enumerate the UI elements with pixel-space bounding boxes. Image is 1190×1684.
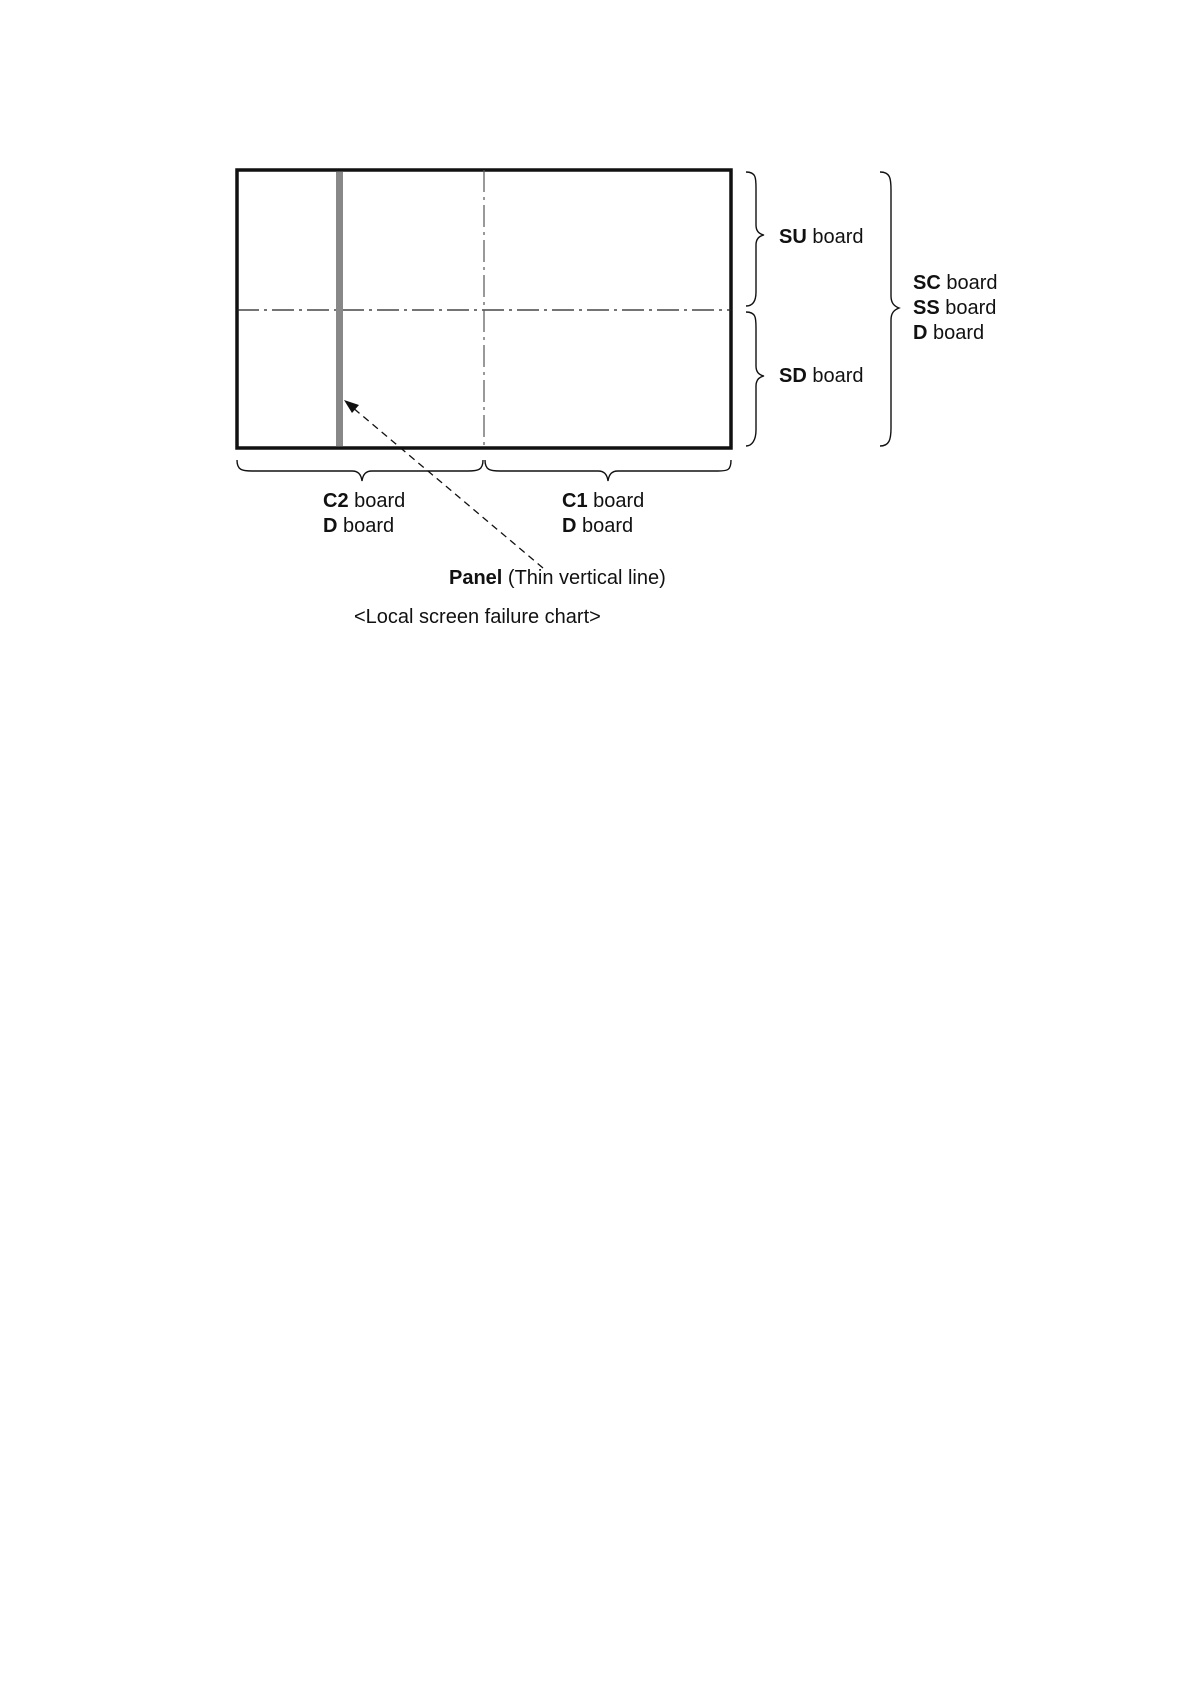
label-d-board-mid: D board [562,515,634,537]
figure-caption: <Local screen failure chart> [354,606,601,628]
su-brace [746,172,764,306]
label-c1-board: C1 board [562,490,645,512]
failure-vertical-line [336,172,343,446]
c1-brace [485,460,731,481]
sd-brace [746,312,764,446]
label-ss-board: SS board [913,297,997,319]
label-d-board-left: D board [323,515,395,537]
label-sd-board: SD board [779,365,864,387]
label-su-board: SU board [779,226,864,248]
label-panel: Panel (Thin vertical line) [449,567,666,589]
sc-ss-d-brace [880,172,899,446]
panel-arrow-line [352,407,543,568]
label-d-board-right: D board [913,322,985,344]
label-sc-board: SC board [913,272,998,294]
label-c2-board: C2 board [323,490,406,512]
c2-brace [237,460,483,481]
